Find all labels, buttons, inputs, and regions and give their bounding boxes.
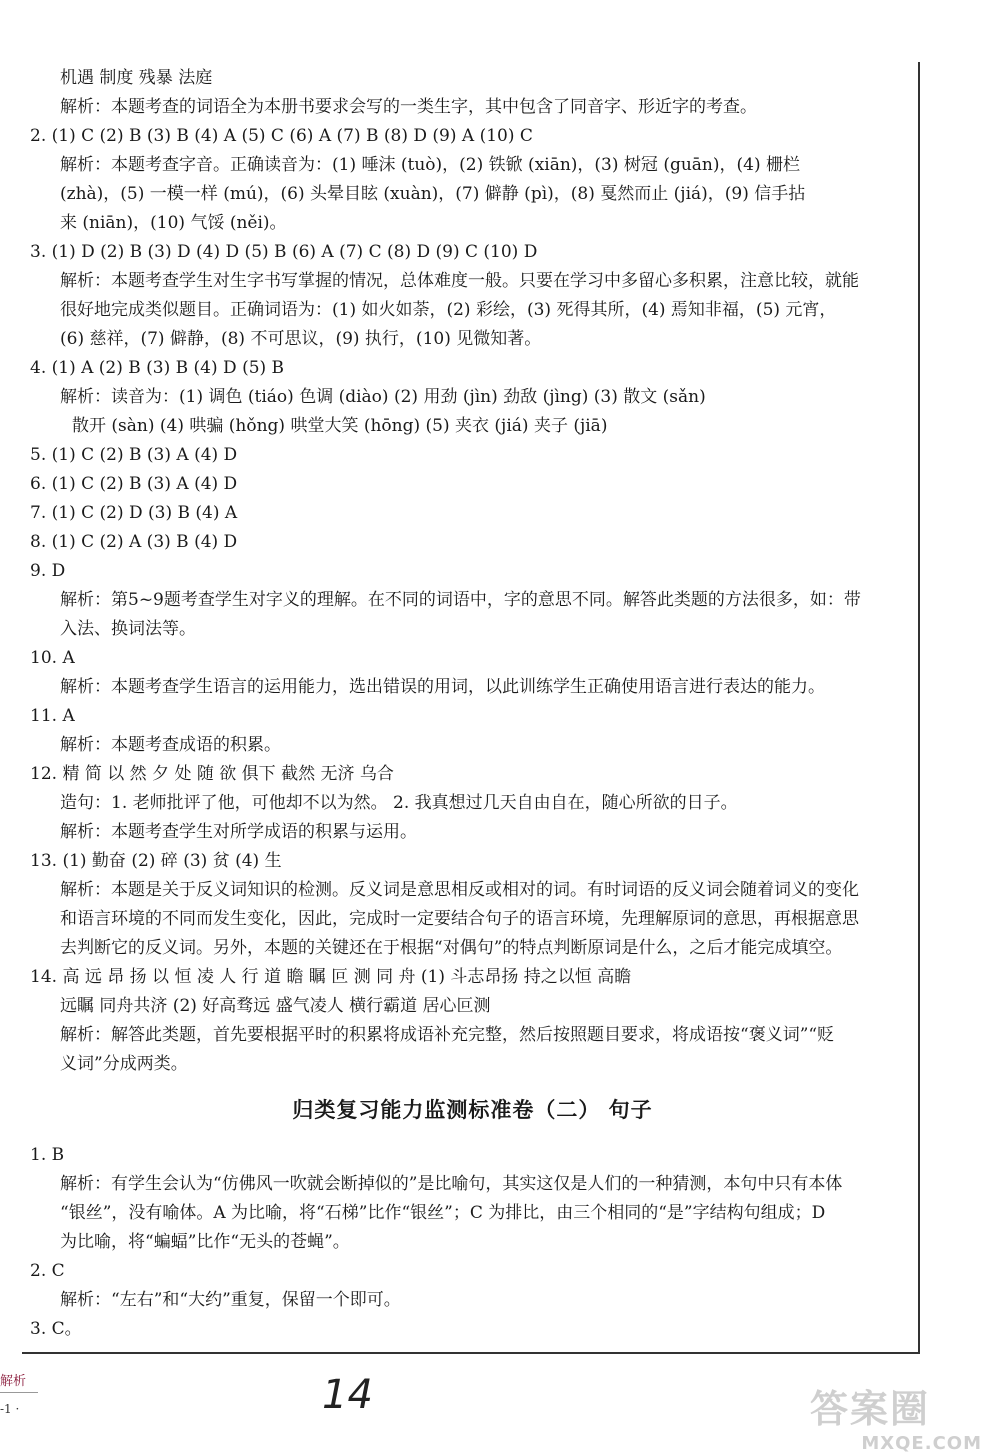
answer-line: 14. 高 远 昂 扬 以 恒 凌 人 行 道 瞻 瞩 叵 测 同 舟 (1) 斗志昂扬 持之以恒 高瞻 xyxy=(30,967,632,987)
text-line: 解析：本题考查学生语言的运用能力，选出错误的用词，以此训练学生正确使用语言进行表达的能力。 xyxy=(60,677,825,697)
watermark-url: MXQE.COM xyxy=(861,1433,982,1454)
answer-line: 2. (1) C (2) B (3) B (4) A (5) C (6) A (7) B (8) D (9) A (10) C xyxy=(30,126,533,146)
answer-line: 5. (1) C (2) B (3) A (4) D xyxy=(30,445,238,465)
text-line: 解析：本题考查成语的积累。 xyxy=(60,735,281,755)
footer-label: 解析 xyxy=(0,1374,27,1389)
answer-line: 13. (1) 勤奋 (2) 碎 (3) 贫 (4) 生 xyxy=(30,851,282,871)
text-line: 解析：本题是关于反义词知识的检测。反义词是意思相反或相对的词。有时词语的反义词会随着词义的变化 xyxy=(60,880,859,900)
answer-content xyxy=(30,64,915,1344)
text-line: 解析：解答此类题，首先要根据平时的积累将成语补充完整，然后按照题目要求，将成语按“褒义词”“贬 xyxy=(60,1025,835,1045)
text-line: 来 (niān)，(10) 气馁 (něi)。 xyxy=(60,213,287,233)
footer-page-ref: -1 · xyxy=(0,1402,20,1416)
answer-line: 3. (1) D (2) B (3) D (4) D (5) B (6) A (7) C (8) D (9) C (10) D xyxy=(30,242,538,262)
footer-divider xyxy=(0,1392,38,1393)
answer-line: 1. B xyxy=(30,1145,65,1165)
text-line: 很好地完成类似题目。正确词语为：(1) 如火如荼，(2) 彩绘，(3) 死得其所，(4) 焉知非福，(5) 元宵， xyxy=(60,300,837,320)
answer-line: 9. D xyxy=(30,561,66,581)
text-line: 去判断它的反义词。另外，本题的关键还在于根据“对偶句”的特点判断原词是什么，之后才能完成填空。 xyxy=(60,938,843,958)
text-line: 解析：本题考查学生对所学成语的积累与运用。 xyxy=(60,822,417,842)
text-line: 解析：本题考查的词语全为本册书要求会写的一类生字，其中包含了同音字、形近字的考查。 xyxy=(60,97,757,117)
answer-line: 12. 精 简 以 然 夕 处 随 欲 俱下 截然 无济 乌合 xyxy=(30,764,394,784)
text-line: (6) 慈祥，(7) 僻静，(8) 不可思议，(9) 执行，(10) 见微知著。 xyxy=(60,329,542,349)
text-line: (zhà)，(5) 一模一样 (mú)，(6) 头晕目眩 (xuàn)，(7) 僻静 (pì)，(8) 戛然而止 (jiá)，(9) 信手拈 xyxy=(60,184,806,204)
answer-line: 10. A xyxy=(30,648,75,668)
watermark-text: 答案圈 xyxy=(810,1387,931,1431)
text-line: 解析：本题考查字音。正确读音为：(1) 唾沫 (tuò)，(2) 铁锨 (xiān)，(3) 树冠 (guān)，(4) 栅栏 xyxy=(60,155,800,175)
handwritten-page-number: 14 xyxy=(322,1372,373,1418)
text-line: 解析：本题考查学生对生字书写掌握的情况，总体难度一般。只要在学习中多留心多积累，注意比较，就能 xyxy=(60,271,859,291)
text-line: “银丝”，没有喻体。A 为比喻，将“石梯”比作“银丝”；C 为排比，由三个相同的“是”字结构句组成；D xyxy=(60,1203,826,1223)
text-line: 义词”分成两类。 xyxy=(60,1054,188,1074)
text-line: 解析：第5~9题考查学生对字义的理解。在不同的词语中，字的意思不同。解答此类题的方法很多，如：带 xyxy=(60,590,861,610)
text-line: 解析：“左右”和“大约”重复，保留一个即可。 xyxy=(60,1290,401,1310)
text-line: 和语言环境的不同而发生变化，因此，完成时一定要结合句子的语言环境，先理解原词的意思，再根据意思 xyxy=(60,909,859,929)
text-line: 解析：有学生会认为“仿佛风一吹就会断掉似的”是比喻句，其实这仅是人们的一种猜测，本句中只有本体 xyxy=(60,1174,843,1194)
text-line: 为比喻，将“蝙蝠”比作“无头的苍蝇”。 xyxy=(60,1232,350,1252)
text-line: 机遇 制度 残暴 法庭 xyxy=(60,68,213,88)
text-line: 解析：读音为：(1) 调色 (tiáo) 色调 (diào) (2) 用劲 (jìn) 劲敌 (jìng) (3) 散文 (sǎn) xyxy=(60,387,706,407)
text-line: 造句：1. 老师批评了他，可他却不以为然。 2. 我真想过几天自由自在，随心所欲的日子。 xyxy=(60,793,738,813)
answer-line: 8. (1) C (2) A (3) B (4) D xyxy=(30,532,238,552)
answer-line: 3. C。 xyxy=(30,1319,82,1339)
answer-line: 11. A xyxy=(30,706,75,726)
text-line: 散开 (sàn) (4) 哄骗 (hǒng) 哄堂大笑 (hōng) (5) 夹衣 (jiá) 夹子 (jiā) xyxy=(72,416,608,436)
answer-line: 2. C xyxy=(30,1261,65,1281)
answer-line: 4. (1) A (2) B (3) B (4) D (5) B xyxy=(30,358,285,378)
section-title: 归类复习能力监测标准卷（二） 句子 xyxy=(292,1098,653,1122)
text-line: 入法、换词法等。 xyxy=(60,619,196,639)
answer-line: 7. (1) C (2) D (3) B (4) A xyxy=(30,503,238,523)
text-line: 远瞩 同舟共济 (2) 好高骛远 盛气凌人 横行霸道 居心叵测 xyxy=(60,996,491,1016)
answer-line: 6. (1) C (2) B (3) A (4) D xyxy=(30,474,238,494)
watermark-logo xyxy=(810,1378,990,1454)
